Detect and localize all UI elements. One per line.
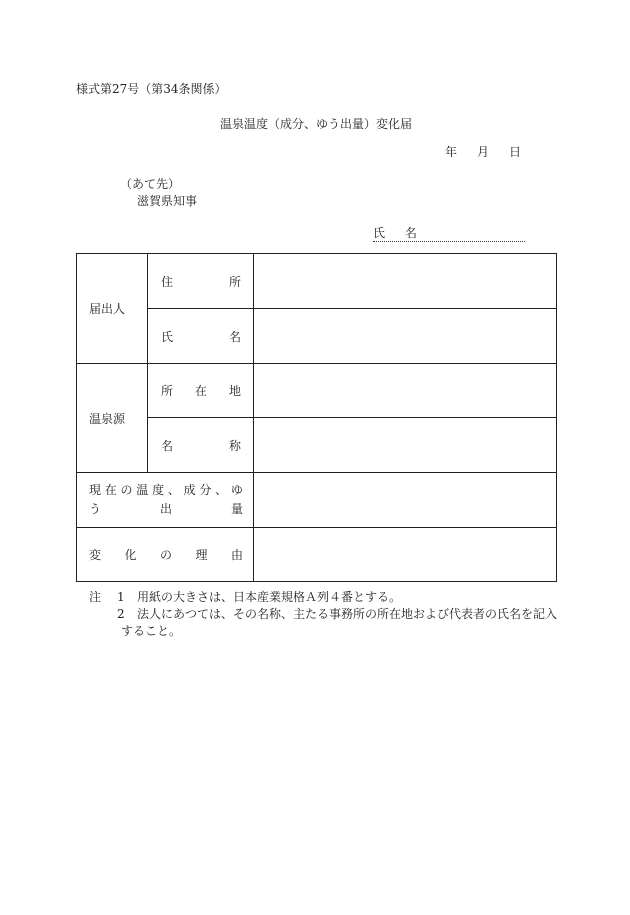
- notification-table: [76, 253, 557, 582]
- applicant-address-label: 住 所: [148, 254, 254, 309]
- change-reason-field[interactable]: [254, 528, 557, 582]
- note-item: 2 法人にあつては、その名称、主たる事務所の所在地および代表者の氏名を記入: [117, 607, 558, 621]
- date-year: 年: [445, 145, 458, 159]
- note-item: 注 1 用紙の大きさは、日本産業規格Ａ列４番とする。: [89, 590, 402, 604]
- change-reason-label: 変 化 の 理 由: [77, 528, 254, 582]
- source-name-field[interactable]: [254, 418, 557, 473]
- document-title: 温泉温度（成分、ゆう出量）変化届: [220, 117, 413, 131]
- date-month: 月: [477, 145, 490, 159]
- addressee: 滋賀県知事: [137, 194, 198, 208]
- date-line: [445, 145, 521, 159]
- date-day: 日: [509, 145, 522, 159]
- source-location-field[interactable]: [254, 364, 557, 418]
- applicant-address-field[interactable]: [254, 254, 557, 309]
- form-number: 様式第27号（第34条関係）: [76, 82, 227, 96]
- current-status-label: 現 在 の 温 度 、 成 分 、 ゆ う 出 量: [77, 473, 254, 528]
- source-location-label: 所 在 地: [148, 364, 254, 418]
- applicant-group-label: 届出人: [77, 254, 148, 364]
- signature-name-label: 氏 名: [373, 226, 425, 240]
- notes-head: 注: [89, 590, 102, 604]
- applicant-name-field[interactable]: [254, 309, 557, 364]
- current-status-field[interactable]: [254, 473, 557, 528]
- signature-name-field[interactable]: [373, 226, 525, 242]
- addressee-label: （あて先）: [120, 177, 181, 191]
- note-continuation: すること。: [121, 624, 182, 638]
- applicant-name-label: 氏 名: [148, 309, 254, 364]
- notes: [89, 589, 557, 640]
- source-name-label: 名 称: [148, 418, 254, 473]
- source-group-label: 温泉源: [77, 364, 148, 473]
